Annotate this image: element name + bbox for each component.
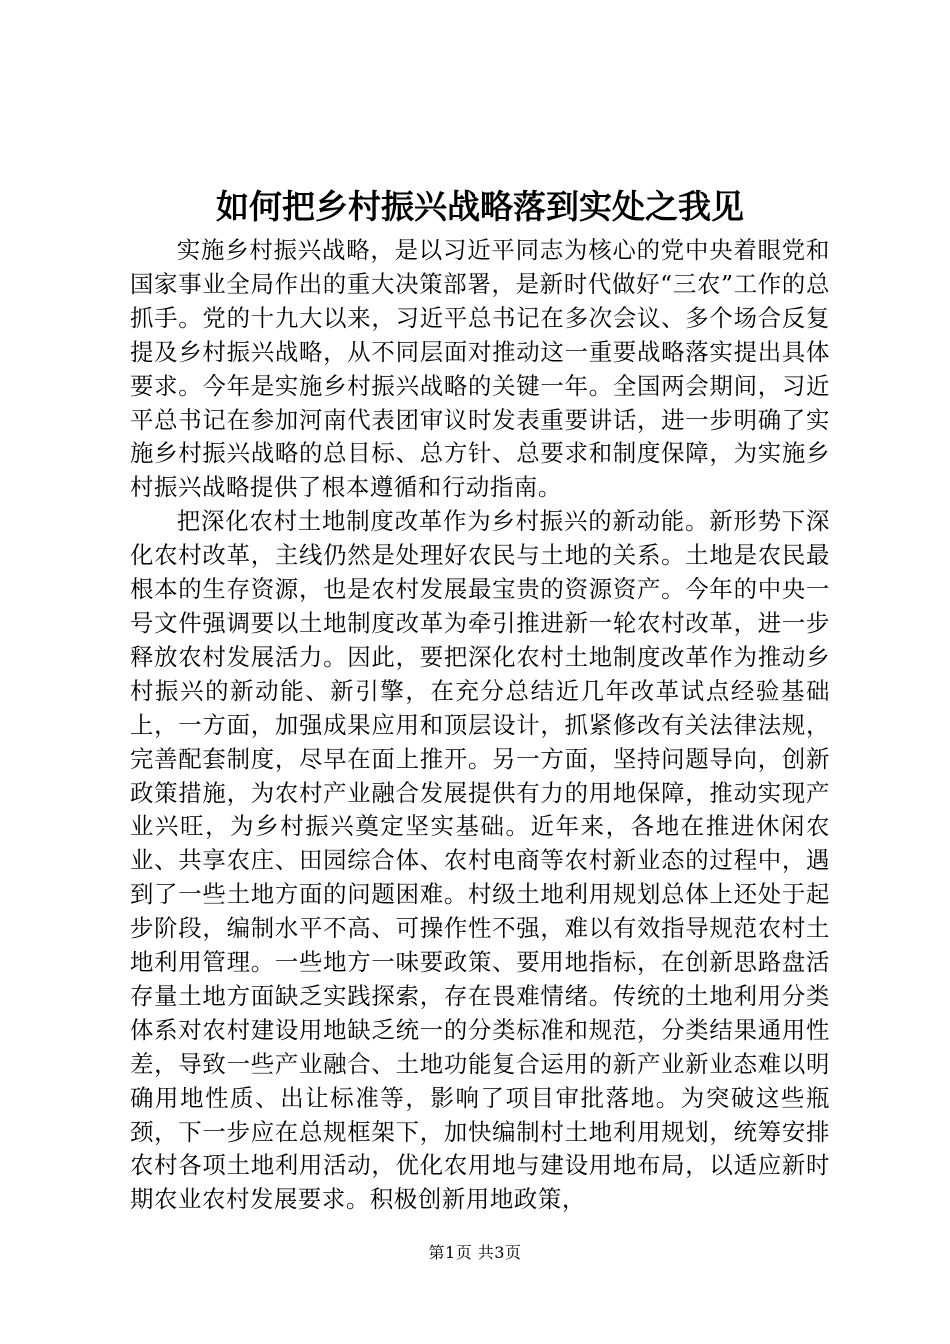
document-title: 如何把乡村振兴战略落到实处之我见 (216, 187, 744, 226)
page-footer: 第1页 共3页 (428, 1243, 522, 1262)
document-body (130, 234, 830, 1217)
paragraph-1: 实施乡村振兴战略，是以习近平同志为核心的党中央着眼党和国家事业全局作出的重大决策部署，是新时代做好“三农”工作的总抓手。党的十九大以来，习近平总书记在多次会议、多个场合反复提及乡村振兴战略，从不同层面对推动这一重要战略落实提出具体要求。今年是实施乡村振兴战略的关键一年。全国两会期间，习近平总书记在参加河南代表团审议时发表重要讲话，进一步明确了实施乡村振兴战略的总目标、总方针、总要求和制度保障，为实施乡村振兴战略提供了根本遵循和行动指南。 (130, 236, 830, 502)
paragraph-2: 把深化农村土地制度改革作为乡村振兴的新动能。新形势下深化农村改革，主线仍然是处理好农民与土地的关系。土地是农民最根本的生存资源，也是农村发展最宝贵的资源资产。今年的中央一号文件强调要以土地制度改革为牵引推进新一轮农村改革，进一步释放农村发展活力。因此，要把深化农村土地制度改革作为推动乡村振兴的新动能、新引擎，在充分总结近几年改革试点经验基础上，一方面，加强成果应用和顶层设计，抓紧修改有关法律法规，完善配套制度，尽早在面上推开。另一方面，坚持问题导向，创新政策措施，为农村产业融合发展提供有力的用地保障，推动实现产业兴旺，为乡村振兴奠定坚实基础。近年来，各地在推进休闲农业、共享农庄、田园综合体、农村电商等农村新业态的过程中，遇到了一些土地方面的问题困难。村级土地利用规划总体上还处于起步阶段，编制水平不高、可操作性不强，难以有效指导规范农村土地利用管理。一些地方一味要政策、要用地指标，在创新思路盘活存量土地方面缺乏实践探索，存在畏难情绪。传统的土地利用分类体系对农村建设用地缺乏统一的分类标准和规范，分类结果通用性差，导致一些产业融合、土地功能复合运用的新产业新业态难以明确用地性质、出让标准等，影响了项目审批落地。为突破这些瓶颈，下一步应在总规框架下，加快编制村土地利用规划，统筹安排农村各项土地利用活动，优化农用地与建设用地布局，以适应新时期农业农村发展要求。积极创新用地政策， (130, 507, 830, 1214)
